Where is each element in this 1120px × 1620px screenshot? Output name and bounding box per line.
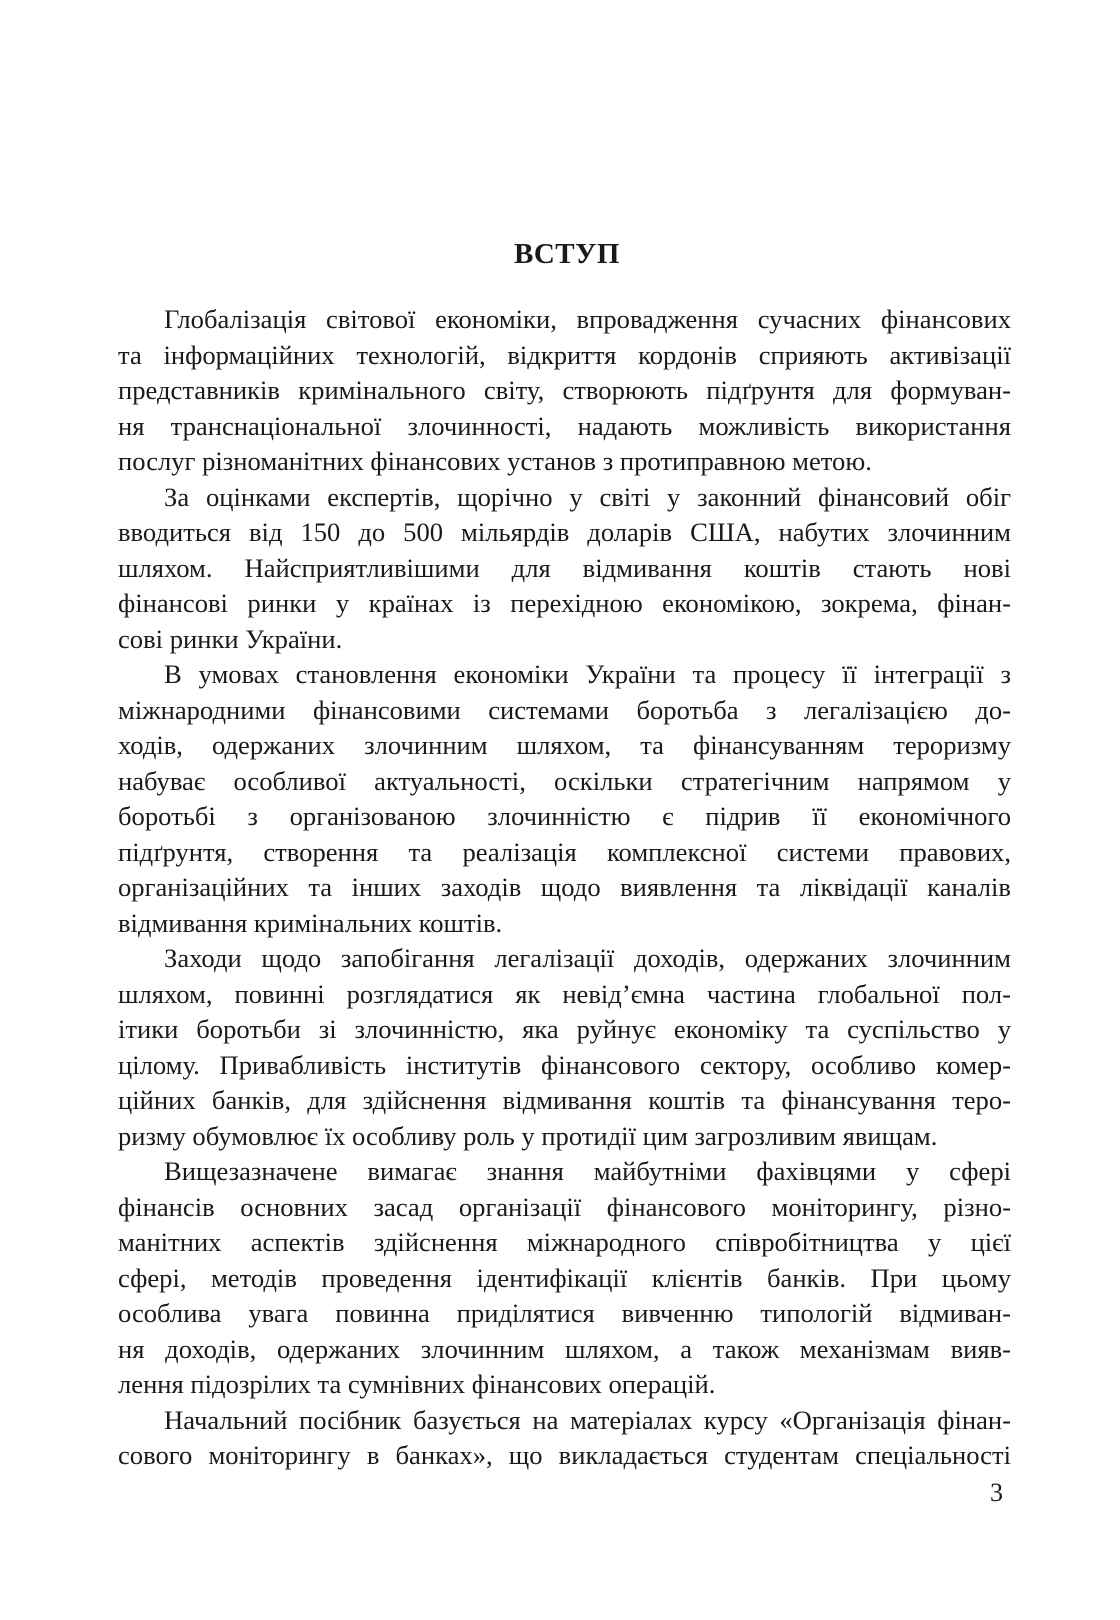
text-line: шляхом, повинні розглядатися як невід’ємна частина глобальної пол- <box>118 978 1011 1009</box>
text-line: набуває особливої актуальності, оскільки стратегічним напрямом у <box>118 765 1011 796</box>
text-line: ційних банків, для здійснення відмивання коштів та фінансування теро- <box>118 1085 1011 1115</box>
paragraph <box>118 941 1011 1154</box>
text-line: сового моніторингу в банках», що викладається студентам спеціальності <box>118 1440 1011 1470</box>
text-line: За оцінками експертів, щорічно у світі у законний фінансовий обіг <box>164 481 1011 512</box>
text-line: цілому. Привабливість інститутів фінансового сектору, особливо комер- <box>118 1049 1011 1080</box>
text-line: Вищезазначене вимагає знання майбутніми фахівцями у сфері <box>164 1156 1011 1186</box>
text-line: В умовах становлення економіки України та процесу її інтеграції з <box>164 659 1011 689</box>
text-line: боротьбі з організованою злочинністю є підрив її економічного <box>118 801 1011 831</box>
paragraph <box>118 1154 1011 1403</box>
text-line: лення підозрілих та сумнівних фінансових операцій. <box>118 1369 716 1399</box>
page-title: ВСТУП <box>514 238 620 270</box>
text-line: ня транснаціональної злочинності, надають можливість використання <box>118 410 1011 441</box>
text-line: міжнародними фінансовими системами боротьба з легалізацією до- <box>118 694 1011 725</box>
paragraph <box>118 480 1011 658</box>
text-line: фінансові ринки у країнах із перехідною економікою, зокрема, фінан- <box>118 588 1011 618</box>
paragraph <box>118 302 1011 480</box>
text-line: Глобалізація світової економіки, впровадження сучасних фінансових <box>164 304 1011 334</box>
text-line: ризму обумовлює їх особливу роль у протидії цим загрозливим явищам. <box>118 1120 938 1151</box>
text-line: ня доходів, одержаних злочинним шляхом, а також механізмам вияв- <box>118 1333 1011 1364</box>
text-line: підґрунтя, створення та реалізація комплексної системи правових, <box>118 836 1011 867</box>
text-line: ітики боротьби зі злочинністю, яка руйнує економіку та суспільство у <box>118 1014 1011 1044</box>
text-line: сові ринки України. <box>118 623 343 654</box>
text-line: та інформаційних технологій, відкриття кордонів сприяють активізації <box>118 339 1011 370</box>
body-text <box>118 302 1011 1474</box>
text-line: відмивання кримінальних коштів. <box>118 907 503 938</box>
text-line: послуг різноманітних фінансових установ з протиправною метою. <box>118 446 872 476</box>
text-line: фінансів основних засад організації фінансового моніторингу, різно- <box>118 1191 1011 1222</box>
text-line: манітних аспектів здійснення міжнародного співробітництва у цієї <box>118 1227 1011 1257</box>
text-line: ходів, одержаних злочинним шляхом, та фінансуванням тероризму <box>118 730 1011 760</box>
text-line: організаційних та інших заходів щодо виявлення та ліквідації каналів <box>118 872 1011 902</box>
text-line: представників кримінального світу, створюють підґрунтя для формуван- <box>118 375 1011 405</box>
paragraph <box>118 657 1011 941</box>
paragraph <box>118 1403 1011 1474</box>
page-number: 3 <box>990 1478 1003 1507</box>
text-line: особлива увага повинна приділятися вивченню типологій відмиван- <box>118 1298 1011 1328</box>
text-line: сфері, методів проведення ідентифікації клієнтів банків. При цьому <box>118 1262 1011 1293</box>
text-line: вводиться від 150 до 500 мільярдів доларів США, набутих злочинним <box>118 517 1011 547</box>
text-line: Начальний посібник базується на матеріалах курсу «Організація фінан- <box>164 1404 1011 1435</box>
text-line: шляхом. Найсприятливішими для відмивання коштів стають нові <box>118 552 1011 583</box>
text-line: Заходи щодо запобігання легалізації доходів, одержаних злочинним <box>164 943 1011 973</box>
